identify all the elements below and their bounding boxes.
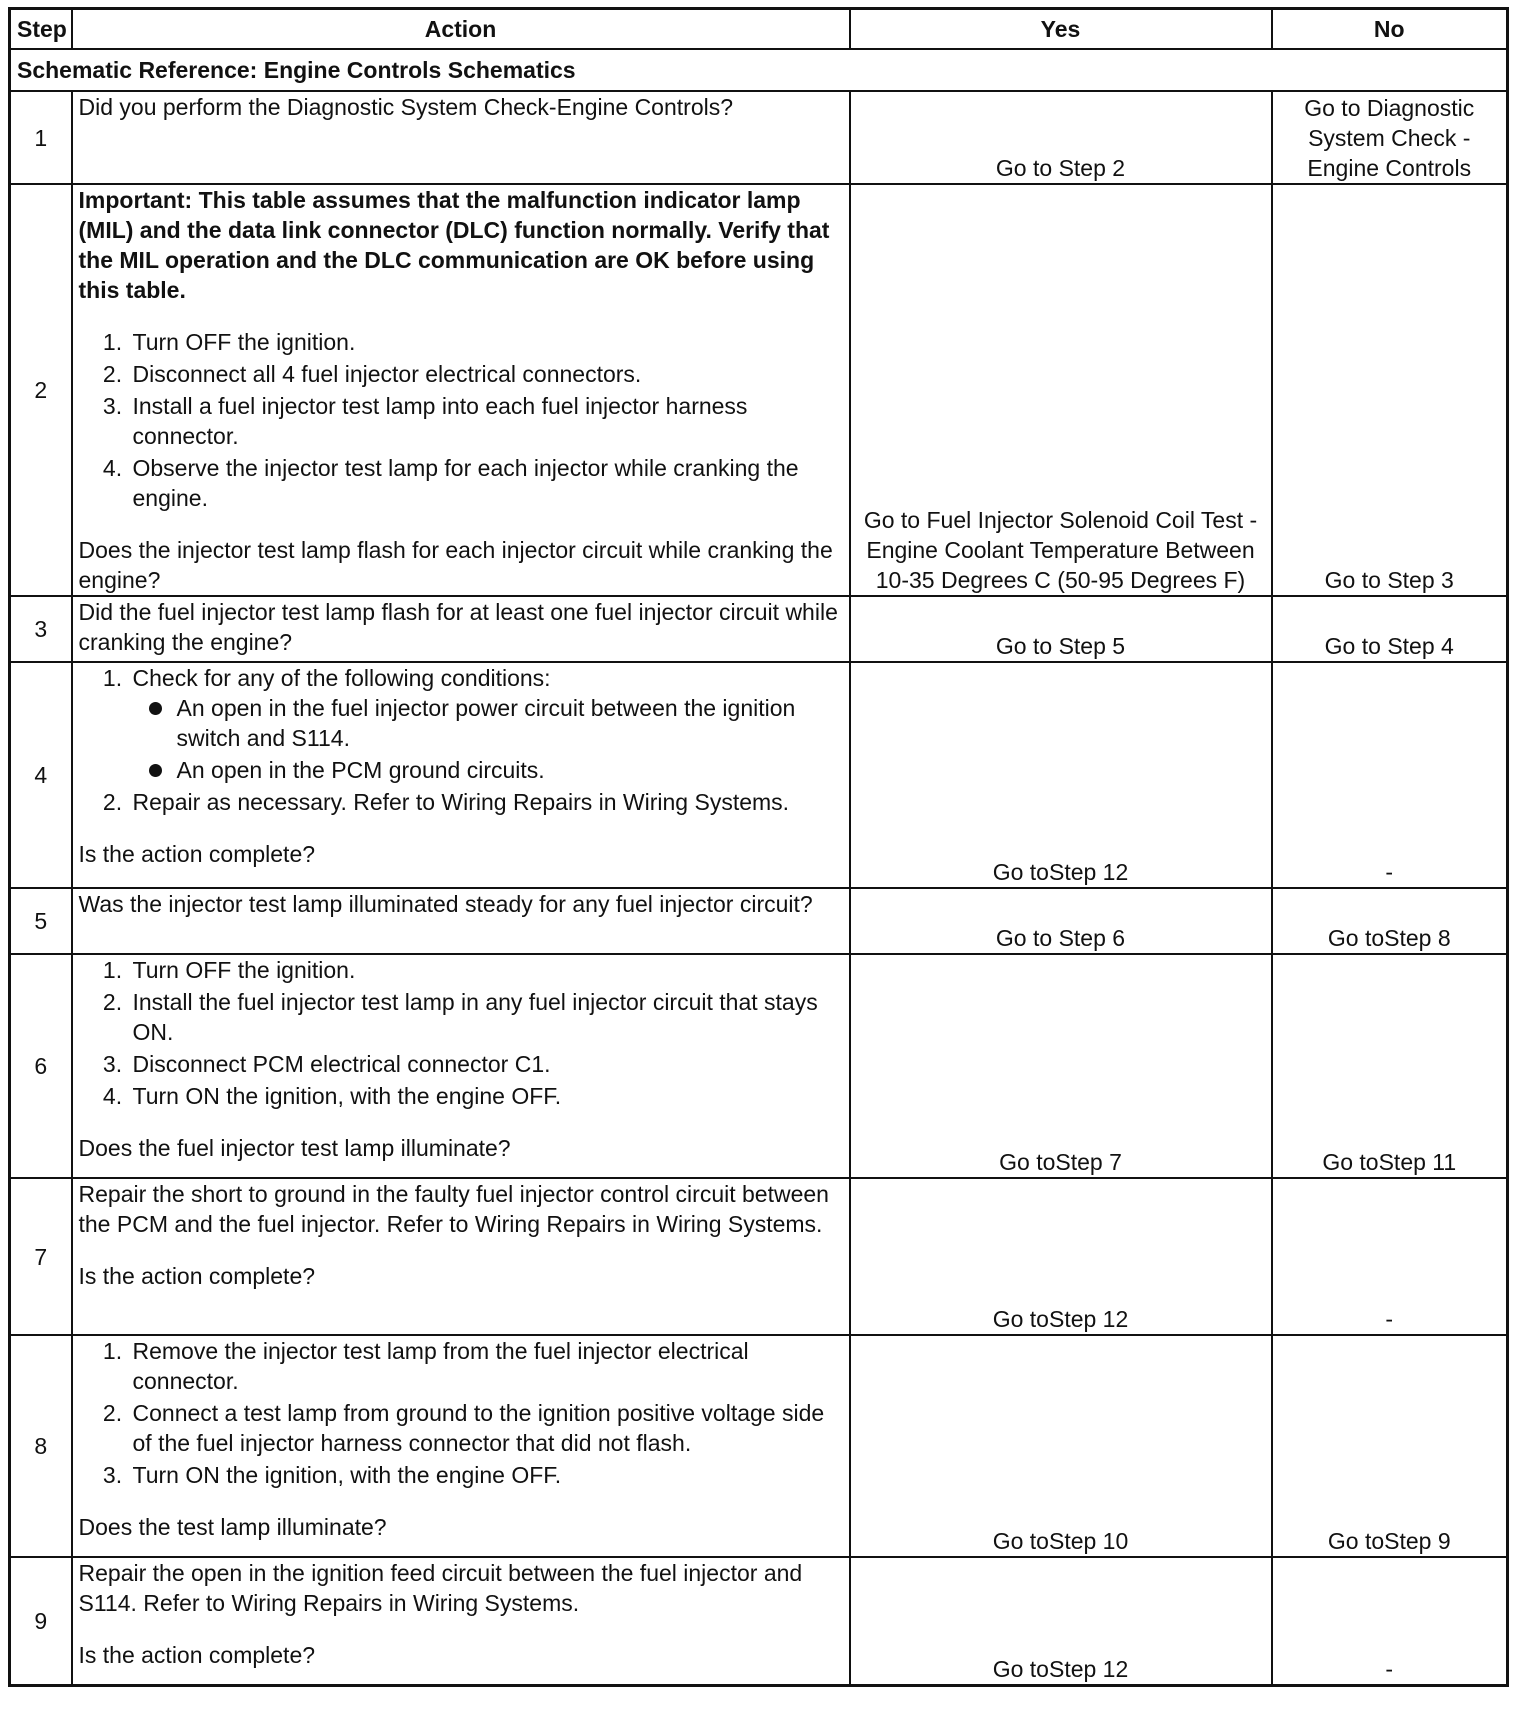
table-row-step-4 (10, 662, 1508, 888)
procedure-item: 1. Turn OFF the ignition. (129, 955, 843, 985)
question-text: Does the fuel injector test lamp illuminate? (78, 1135, 511, 1161)
procedure-item: 2. Repair as necessary. Refer to Wiring Repairs in Wiring Systems. (129, 787, 843, 817)
schematic-reference-row (10, 49, 1508, 91)
condition-item: An open in the PCM ground circuits. (177, 755, 843, 785)
procedure-item: 1. Turn OFF the ignition. (129, 327, 843, 357)
table-row-step-5 (10, 888, 1508, 954)
yes-cell: Go toStep 12 (850, 1178, 1272, 1335)
step-number: 6 (10, 954, 72, 1178)
action-text: Repair the open in the ignition feed circuit between the fuel injector and S114. Refer to Wiring Repairs in Wiring Systems. (78, 1560, 803, 1616)
action-cell (72, 91, 850, 184)
diagnostic-document (8, 7, 1506, 1687)
no-cell: - (1272, 1178, 1508, 1335)
table-row-step-9 (10, 1557, 1508, 1685)
procedure-item: 2. Install the fuel injector test lamp in any fuel injector circuit that stays ON. (129, 987, 843, 1047)
action-cell (72, 1557, 850, 1685)
yes-cell: Go toStep 10 (850, 1335, 1272, 1557)
procedure-item: 3. Disconnect PCM electrical connector C1. (129, 1049, 843, 1079)
table-row-step-3 (10, 596, 1508, 662)
no-cell: Go toStep 11 (1272, 954, 1508, 1178)
table-row-step-6 (10, 954, 1508, 1178)
yes-column-header: Yes (850, 9, 1272, 50)
action-cell (72, 662, 850, 888)
yes-cell: Go to Fuel Injector Solenoid Coil Test - Engine Coolant Temperature Between 10-35 Degrees C (50-95 Degrees F) (850, 184, 1272, 596)
no-cell: - (1272, 1557, 1508, 1685)
yes-cell: Go to Step 5 (850, 596, 1272, 662)
action-text: Was the injector test lamp illuminated steady for any fuel injector circuit? (78, 891, 813, 917)
procedure-item: 4. Observe the injector test lamp for each injector while cranking the engine. (129, 453, 843, 513)
table-row-step-1 (10, 91, 1508, 184)
diagnostic-table (8, 7, 1509, 1687)
action-cell (72, 596, 850, 662)
procedure-list (79, 1336, 843, 1490)
no-cell: Go to Step 4 (1272, 596, 1508, 662)
question-text: Is the action complete? (78, 841, 316, 867)
no-cell: Go toStep 9 (1272, 1335, 1508, 1557)
action-column-header: Action (72, 9, 850, 50)
no-cell: Go toStep 8 (1272, 888, 1508, 954)
procedure-item: 3. Install a fuel injector test lamp into each fuel injector harness connector. (129, 391, 843, 451)
procedure-list (79, 327, 843, 513)
schematic-reference: Schematic Reference: Engine Controls Schematics (10, 49, 1508, 91)
procedure-item-text: Check for any of the following conditions: (132, 665, 551, 691)
procedure-list (79, 955, 843, 1111)
table-row-step-2 (10, 184, 1508, 596)
table-row-step-7 (10, 1178, 1508, 1335)
no-cell: Go to Diagnostic System Check - Engine Controls (1272, 91, 1508, 184)
yes-cell: Go toStep 12 (850, 662, 1272, 888)
procedure-item: 2. Connect a test lamp from ground to the ignition positive voltage side of the fuel injector harness connector that did not flash. (129, 1398, 843, 1458)
important-note: Important: This table assumes that the malfunction indicator lamp (MIL) and the data link connector (DLC) function normally. Verify that the MIL operation and the DLC communication are OK before using this table. (78, 187, 830, 303)
step-number: 5 (10, 888, 72, 954)
step-column-header: Step (10, 9, 72, 50)
action-cell (72, 888, 850, 954)
procedure-list (79, 663, 843, 817)
no-column-header: No (1272, 9, 1508, 50)
yes-cell: Go toStep 7 (850, 954, 1272, 1178)
question-text: Is the action complete? (78, 1263, 316, 1289)
step-number: 4 (10, 662, 72, 888)
step-number: 8 (10, 1335, 72, 1557)
procedure-item (129, 663, 843, 785)
yes-cell: Go to Step 6 (850, 888, 1272, 954)
no-cell: - (1272, 662, 1508, 888)
condition-item: An open in the fuel injector power circuit between the ignition switch and S114. (177, 693, 843, 753)
yes-cell: Go to Step 2 (850, 91, 1272, 184)
yes-cell: Go toStep 12 (850, 1557, 1272, 1685)
procedure-item: 4. Turn ON the ignition, with the engine OFF. (129, 1081, 843, 1111)
procedure-item: 2. Disconnect all 4 fuel injector electrical connectors. (129, 359, 843, 389)
table-row-step-8 (10, 1335, 1508, 1557)
procedure-item: 1. Remove the injector test lamp from the fuel injector electrical connector. (129, 1336, 843, 1396)
step-number: 7 (10, 1178, 72, 1335)
step-number: 9 (10, 1557, 72, 1685)
step-number: 3 (10, 596, 72, 662)
header-row (10, 9, 1508, 50)
no-cell: Go to Step 3 (1272, 184, 1508, 596)
question-text: Does the injector test lamp flash for each injector circuit while cranking the engine? (78, 537, 833, 593)
action-text: Repair the short to ground in the faulty fuel injector control circuit between the PCM and the fuel injector. Refer to Wiring Repairs in Wiring Systems. (78, 1181, 829, 1237)
step-number: 2 (10, 184, 72, 596)
action-text: Did you perform the Diagnostic System Check-Engine Controls? (78, 94, 734, 120)
action-cell (72, 184, 850, 596)
step-number: 1 (10, 91, 72, 184)
question-text: Is the action complete? (78, 1642, 316, 1668)
action-text: Did the fuel injector test lamp flash for at least one fuel injector circuit while cranking the engine? (78, 599, 838, 655)
action-cell (72, 954, 850, 1178)
condition-list (133, 693, 843, 785)
question-text: Does the test lamp illuminate? (78, 1514, 387, 1540)
action-cell (72, 1178, 850, 1335)
action-cell (72, 1335, 850, 1557)
procedure-item: 3. Turn ON the ignition, with the engine OFF. (129, 1460, 843, 1490)
